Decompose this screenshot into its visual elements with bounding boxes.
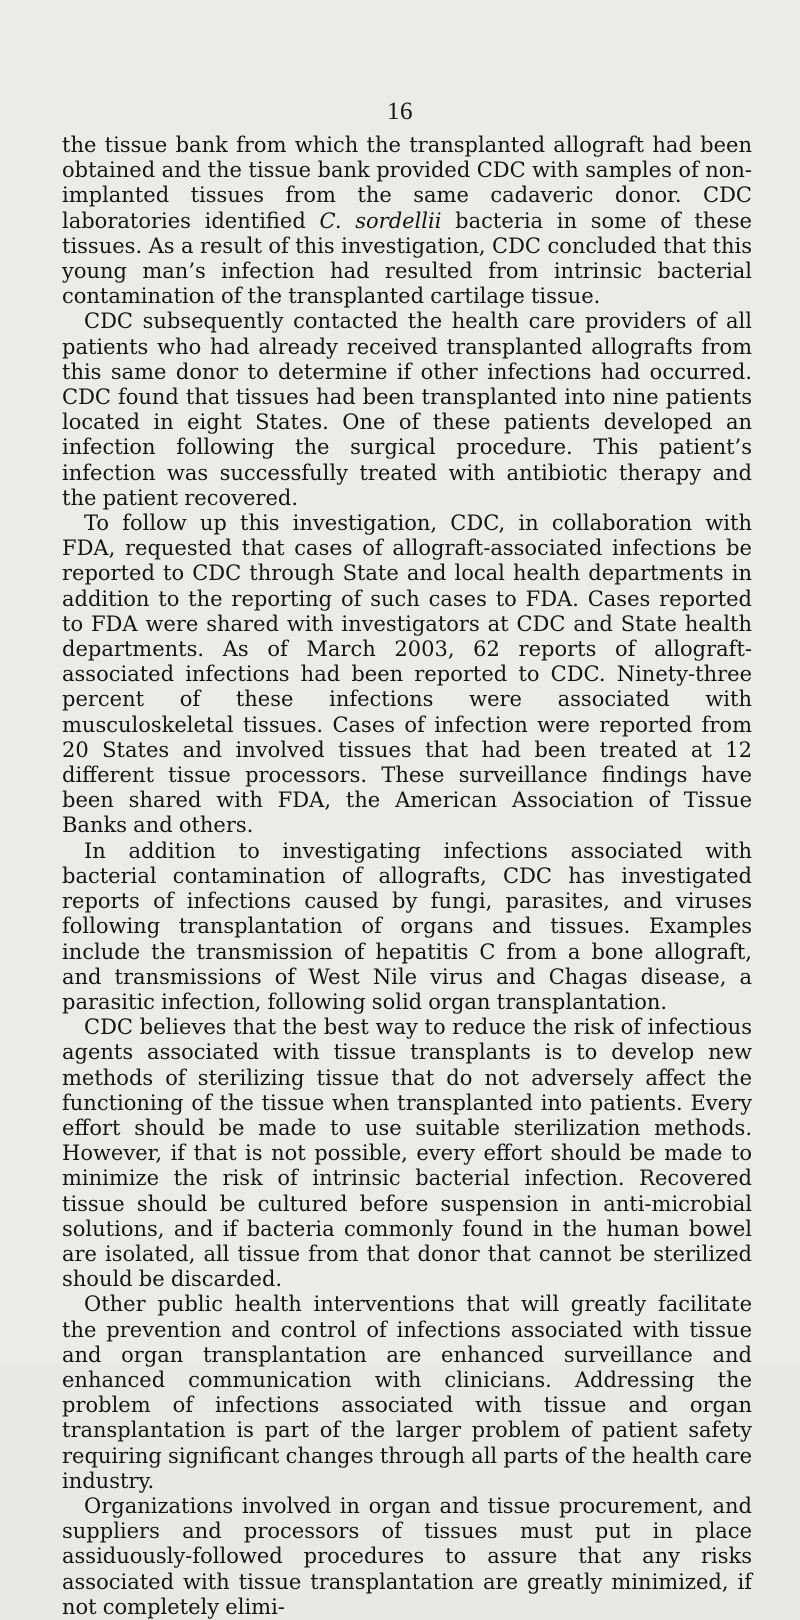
paragraph-1 <box>62 133 752 309</box>
organism-name: C. sordellii <box>319 208 442 233</box>
page-number: 16 <box>387 98 413 125</box>
paragraph-7: Organizations involved in organ and tissue procurement, and suppliers and processors of tissues must put in place assiduously-followed procedures to assure that any risks associated with tissue transplantation are greatly minimized, if not completely elimi- <box>62 1493 752 1619</box>
body-text <box>62 133 752 1620</box>
paragraph-5: CDC believes that the best way to reduce the risk of infectious agents associated with tissue transplants is to develop new methods of sterilizing tissue that do not adversely affect the functioning of the tissue when transplanted into patients. Every effort should be made to use suitable sterilization methods. However, if that is not possible, every effort should be made to minimize the risk of intrinsic bacterial infection. Recovered tissue should be cultured before suspension in anti-microbial solutions, and if bacteria commonly found in the human bowel are isolated, all tissue from that donor that cannot be sterilized should be discarded. <box>62 1015 752 1292</box>
paragraph-6: Other public health interventions that will greatly facilitate the prevention and control of infections associated with tissue and organ transplantation are enhanced surveillance and enhanced communication with clinicians. Addressing the problem of infections associated with tissue and organ transplantation is part of the larger problem of patient safety requiring significant changes through all parts of the health care industry. <box>62 1292 752 1493</box>
paragraph-2: CDC subsequently contacted the health care providers of all patients who had already received transplanted allografts from this same donor to determine if other infections had occurred. CDC found that tissues had been transplanted into nine patients located in eight States. One of these patients developed an infection following the surgical procedure. This patient’s infection was successfully treated with antibiotic therapy and the patient recovered. <box>62 309 752 510</box>
paragraph-3: To follow up this investigation, CDC, in collaboration with FDA, requested that cases of allograft-associated infections be reported to CDC through State and local health departments in addition to the reporting of such cases to FDA. Cases reported to FDA were shared with investigators at CDC and State health departments. As of March 2003, 62 reports of allograft-associated infections had been reported to CDC. Ninety-three percent of these infections were associated with musculoskeletal tissues. Cases of infection were reported from 20 States and involved tissues that had been treated at 12 different tissue processors. These surveillance findings have been shared with FDA, the American Association of Tissue Banks and others. <box>62 511 752 838</box>
paragraph-1-text-start: the tissue bank from which the transplanted allograft had been obtained and the tissue bank provided CDC with samples of non-implanted tissues from the same cadaveric donor. CDC laboratories identified <box>62 133 752 233</box>
paragraph-1-text-end: bacteria in some of these tissues. As a result of this investigation, CDC concluded that this young man’s infection had resulted from intrinsic bacterial contamination of the transplanted cartilage tissue. <box>62 208 752 309</box>
paragraph-4: In addition to investigating infections associated with bacterial contamination of allografts, CDC has investigated reports of infections caused by fungi, parasites, and viruses following transplantation of organs and tissues. Examples include the transmission of hepatitis C from a bone allograft, and transmissions of West Nile virus and Chagas disease, a parasitic infection, following solid organ transplantation. <box>62 838 752 1014</box>
